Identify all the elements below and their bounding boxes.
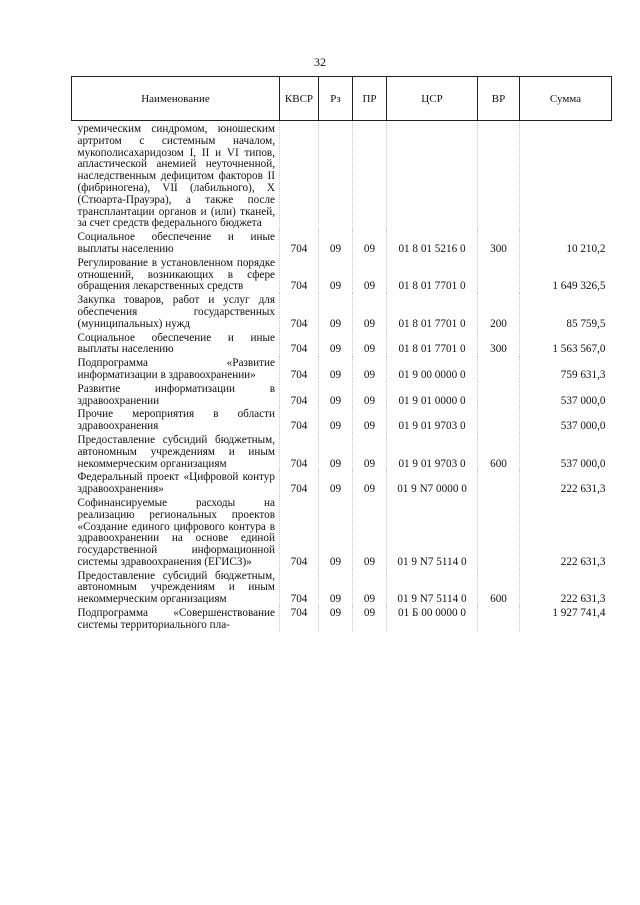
row-sum: 537 000,0 bbox=[520, 407, 612, 433]
row-rz: 09 bbox=[319, 293, 353, 330]
row-pr: 09 bbox=[353, 496, 387, 569]
row-vr bbox=[478, 356, 520, 382]
row-vr bbox=[478, 470, 520, 496]
table-row bbox=[72, 293, 612, 330]
table-row bbox=[72, 382, 612, 408]
row-pr: 09 bbox=[353, 230, 387, 256]
table-row bbox=[72, 256, 612, 293]
row-sum: 10 210,2 bbox=[520, 230, 612, 256]
row-pr: 09 bbox=[353, 407, 387, 433]
row-name: Предоставление субсидий бюджетным, автономным учреждениям и иным некоммерческим организациям bbox=[77, 569, 275, 606]
row-csr: 01 8 01 5216 0 bbox=[387, 230, 478, 256]
row-rz: 09 bbox=[319, 230, 353, 256]
row-pr: 09 bbox=[353, 433, 387, 470]
row-kvsr: 704 bbox=[280, 606, 319, 632]
row-name: Социальное обеспечение и иные выплаты населению bbox=[77, 331, 275, 356]
table-row bbox=[72, 606, 612, 632]
row-rz: 09 bbox=[319, 433, 353, 470]
row-pr: 09 bbox=[353, 356, 387, 382]
row-vr: 200 bbox=[478, 293, 520, 330]
row-kvsr: 704 bbox=[280, 331, 319, 357]
header-pr: ПР bbox=[353, 77, 387, 121]
row-name: Софинансируемые расходы на реализацию региональных проектов «Создание единого цифрового контура в здравоохранении на основе единой государственной информационной системы здравоохранения (ЕГИСЗ)» bbox=[77, 496, 275, 568]
row-vr: 600 bbox=[478, 433, 520, 470]
row-sum bbox=[520, 121, 612, 231]
row-csr: 01 8 01 7701 0 bbox=[387, 256, 478, 293]
row-vr bbox=[478, 121, 520, 231]
row-vr bbox=[478, 382, 520, 408]
header-sum: Сумма bbox=[520, 77, 612, 121]
table-row bbox=[72, 470, 612, 496]
table-row bbox=[72, 230, 612, 256]
row-csr: 01 9 N7 5114 0 bbox=[387, 496, 478, 569]
table-body bbox=[72, 121, 612, 632]
row-csr: 01 9 N7 0000 0 bbox=[387, 470, 478, 496]
row-name: Предоставление субсидий бюджетным, автономным учреждениям и иным некоммерческим организациям bbox=[77, 433, 275, 470]
row-kvsr: 704 bbox=[280, 256, 319, 293]
row-rz: 09 bbox=[319, 331, 353, 357]
row-name: Подпрограмма «Совершенствование системы территориального пла- bbox=[77, 607, 275, 631]
row-rz bbox=[319, 121, 353, 231]
row-sum: 1 927 741,4 bbox=[520, 606, 612, 632]
row-name: Регулирование в установленном порядке отношений, возникающих в сфере обращения лекарственных средств bbox=[77, 256, 275, 293]
row-csr: 01 8 01 7701 0 bbox=[387, 293, 478, 330]
row-rz: 09 bbox=[319, 356, 353, 382]
row-vr bbox=[478, 496, 520, 569]
row-pr: 09 bbox=[353, 382, 387, 408]
row-name: Подпрограмма «Развитие информатизации в здравоохранении» bbox=[77, 357, 275, 381]
row-rz: 09 bbox=[319, 382, 353, 408]
row-pr bbox=[353, 121, 387, 231]
row-name: Развитие информатизации в здравоохранении bbox=[77, 382, 275, 407]
row-sum: 222 631,3 bbox=[520, 470, 612, 496]
row-name: Социальное обеспечение и иные выплаты населению bbox=[77, 231, 275, 255]
header-rz: Рз bbox=[319, 77, 353, 121]
row-sum: 85 759,5 bbox=[520, 293, 612, 330]
row-kvsr bbox=[280, 121, 319, 231]
budget-table bbox=[71, 76, 612, 632]
row-pr: 09 bbox=[353, 331, 387, 357]
row-rz: 09 bbox=[319, 256, 353, 293]
row-csr: 01 9 01 0000 0 bbox=[387, 382, 478, 408]
row-sum: 1 649 326,5 bbox=[520, 256, 612, 293]
row-pr: 09 bbox=[353, 569, 387, 606]
row-pr: 09 bbox=[353, 470, 387, 496]
row-kvsr: 704 bbox=[280, 293, 319, 330]
row-vr: 600 bbox=[478, 569, 520, 606]
row-sum: 222 631,3 bbox=[520, 569, 612, 606]
table-row bbox=[72, 433, 612, 470]
row-csr bbox=[387, 121, 478, 231]
row-rz: 09 bbox=[319, 470, 353, 496]
row-csr: 01 9 01 9703 0 bbox=[387, 433, 478, 470]
table-row bbox=[72, 496, 612, 569]
row-kvsr: 704 bbox=[280, 433, 319, 470]
row-kvsr: 704 bbox=[280, 356, 319, 382]
row-vr bbox=[478, 256, 520, 293]
row-pr: 09 bbox=[353, 606, 387, 632]
row-csr: 01 8 01 7701 0 bbox=[387, 331, 478, 357]
row-sum: 537 000,0 bbox=[520, 433, 612, 470]
header-name: Наименование bbox=[72, 77, 280, 121]
table-row bbox=[72, 569, 612, 606]
row-rz: 09 bbox=[319, 606, 353, 632]
row-pr: 09 bbox=[353, 293, 387, 330]
row-vr bbox=[478, 407, 520, 433]
row-name: Федеральный проект «Цифровой контур здравоохранения» bbox=[77, 471, 275, 496]
row-kvsr: 704 bbox=[280, 569, 319, 606]
header-csr: ЦСР bbox=[387, 77, 478, 121]
row-pr: 09 bbox=[353, 256, 387, 293]
row-vr: 300 bbox=[478, 230, 520, 256]
row-csr: 01 9 01 9703 0 bbox=[387, 407, 478, 433]
table-row bbox=[72, 121, 612, 231]
row-sum: 537 000,0 bbox=[520, 382, 612, 408]
row-sum: 222 631,3 bbox=[520, 496, 612, 569]
row-kvsr: 704 bbox=[280, 382, 319, 408]
row-rz: 09 bbox=[319, 407, 353, 433]
row-name: Закупка товаров, работ и услуг для обеспечения государственных (муниципальных) нужд bbox=[77, 294, 275, 330]
header-kvsr: КВСР bbox=[280, 77, 319, 121]
row-kvsr: 704 bbox=[280, 496, 319, 569]
table-header bbox=[72, 77, 612, 121]
row-vr bbox=[478, 606, 520, 632]
row-name: уремическим синдромом, юношеским артритом с системным началом, мукополисахаридозом I, II и VI типов, апластической анемией неуточненной, наследственным дефицитом факторов II (фибриногена), VII (лабильного), X (Стюарта-Прауэра), а также после трансплантации органов и (или) тканей, за счет средств федерального бюджета bbox=[77, 123, 275, 230]
row-rz: 09 bbox=[319, 569, 353, 606]
row-kvsr: 704 bbox=[280, 470, 319, 496]
row-vr: 300 bbox=[478, 331, 520, 357]
row-csr: 01 9 N7 5114 0 bbox=[387, 569, 478, 606]
row-sum: 759 631,3 bbox=[520, 356, 612, 382]
row-csr: 01 Б 00 0000 0 bbox=[387, 606, 478, 632]
table-row bbox=[72, 331, 612, 357]
header-vr: ВР bbox=[478, 77, 520, 121]
page-number: 32 bbox=[314, 55, 326, 69]
table-row bbox=[72, 356, 612, 382]
row-kvsr: 704 bbox=[280, 407, 319, 433]
row-kvsr: 704 bbox=[280, 230, 319, 256]
table-row bbox=[72, 407, 612, 433]
row-rz: 09 bbox=[319, 496, 353, 569]
row-sum: 1 563 567,0 bbox=[520, 331, 612, 357]
row-csr: 01 9 00 0000 0 bbox=[387, 356, 478, 382]
row-name: Прочие мероприятия в области здравоохранения bbox=[77, 408, 275, 433]
